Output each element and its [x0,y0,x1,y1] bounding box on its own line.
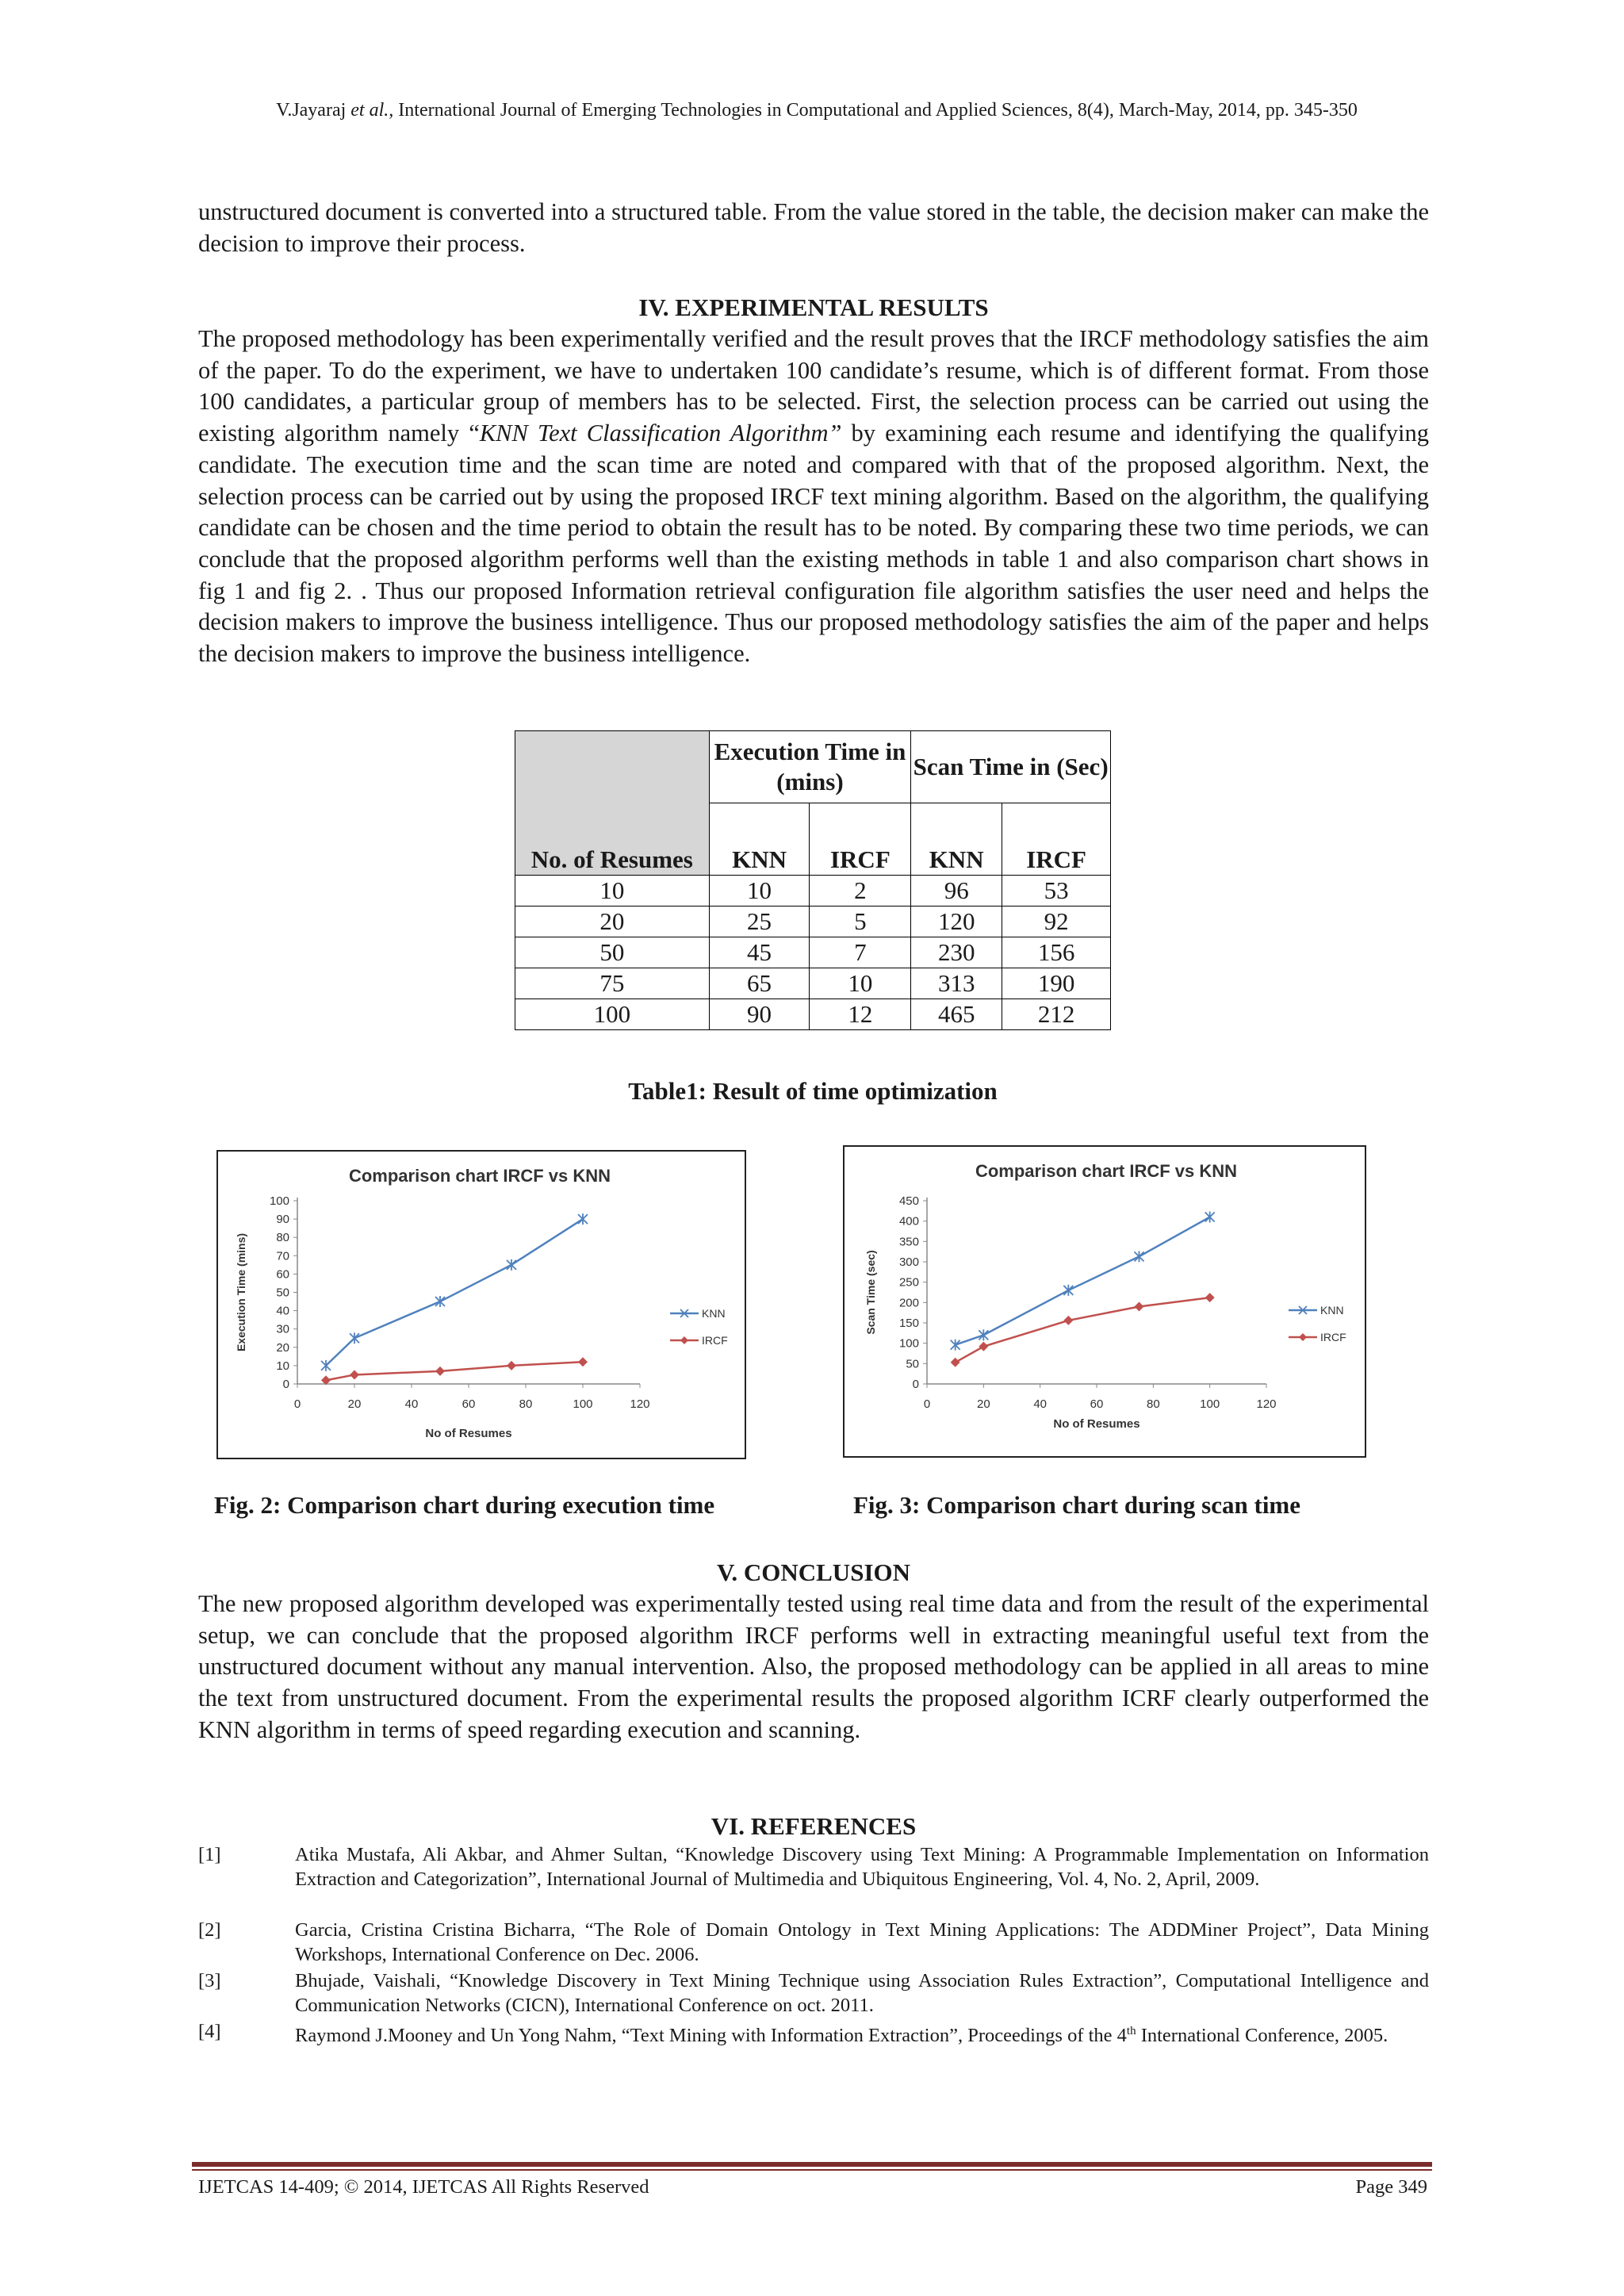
x-tick-label: 80 [1146,1397,1160,1411]
table-cell: 25 [709,907,810,937]
legend-label-knn: KNN [1320,1304,1344,1317]
table-cell: 96 [911,876,1002,907]
table-cell: 92 [1002,907,1111,937]
y-tick-label: 150 [898,1317,919,1330]
table-cell: 10 [515,876,710,907]
section-heading-references: VI. REFERENCES [710,1812,917,1840]
table-row [515,876,1111,907]
table-cell: 5 [810,907,911,937]
table-cell: 156 [1002,937,1111,968]
data-point-knn [1135,1251,1144,1262]
table-cell: 120 [911,907,1002,937]
data-point-ircf [1063,1316,1073,1325]
data-point-ircf [350,1370,359,1379]
reference-text: Atika Mustafa, Ali Akbar, and Ahmer Sultan, “Knowledge Discovery using Text Mining: A Programmable Implementation on Information Extraction and Categorization”, International Journal of Multimedia and Ubiquitous Engineering, Vol. 4, No. 2, April, 2009. [295,1844,1429,1890]
table-cell: 465 [911,999,1002,1030]
reference-item [198,1918,1429,1967]
chart-scan-time [843,1145,1366,1458]
x-tick-label: 60 [1090,1397,1104,1411]
y-axis-label: Scan Time (sec) [864,1250,877,1335]
table-cell: 100 [515,999,710,1030]
running-header [198,97,1435,124]
subheader-ircf-exec: IRCF [810,803,911,876]
results-table [515,730,1111,1030]
table-cell: 7 [810,937,911,968]
y-tick-label: 0 [282,1378,289,1391]
fig3-caption: Fig. 3: Comparison chart during scan time [853,1491,1301,1519]
x-axis-label: No of Resumes [1053,1417,1140,1431]
header-citation: International Journal of Emerging Technologies in Computational and Applied Sciences, 8(4), March-May, 2014, pp. 345-350 [398,100,1358,121]
fig2-caption: Fig. 2: Comparison chart during execution time [214,1491,715,1519]
header-authors: V.Jayaraj [276,100,347,121]
data-point-ircf [1135,1301,1144,1311]
reference-number: [4] [198,2021,221,2042]
data-point-knn [1063,1285,1073,1296]
table-cell: 75 [515,968,710,999]
header-cell-exec-time: Execution Time in (mins) [709,731,911,803]
table-cell: 313 [911,968,1002,999]
y-tick-label: 70 [276,1249,289,1263]
header-cell-scan-time: Scan Time in (Sec) [911,731,1111,803]
subheader-knn-exec: KNN [709,803,810,876]
reference-number: [1] [198,1844,221,1865]
data-point-knn [350,1332,359,1343]
table-cell: 12 [810,999,911,1030]
y-tick-label: 90 [276,1213,289,1227]
subheader-knn-scan: KNN [911,803,1002,876]
conclusion-paragraph: The new proposed algorithm developed was experimentally tested using real time data and from the result of the experimental setup, we can conclude that the proposed algorithm IRCF performs well in extracting meaningful useful text from the unstructured document without any manual intervention. Also, the proposed methodology can be applied in all areas to mine the text from unstructured document. From the experimental results the proposed algorithm ICRF clearly outperformed the KNN algorithm in terms of speed regarding execution and scanning. [198,1590,1429,1743]
data-point-knn [578,1213,588,1225]
reference-item [198,1842,1429,1892]
legend-label-ircf: IRCF [702,1334,728,1347]
subheader-ircf-scan: IRCF [1002,803,1111,876]
exp-text-part2: by examining each resume and identifying the qualifying candidate. The execution time and the scan time are noted and compared with that of the proposed algorithm. Next, the selection process can be carried out by using the proposed IRCF text mining algorithm. Based on the algorithm, the qualifying candidate can be chosen and the time period to obtain the result has to be noted. By comparing these two time periods, we can conclude that the proposed algorithm performs well than the existing methods in table 1 and also comparison chart shows in fig 1 and fig 2. . Thus our proposed Information retrieval configuration file algorithm satisfies the user need and helps the decision makers to improve the business intelligence. Thus our proposed methodology satisfies the aim of the paper and helps the decision makers to improve the business intelligence. [198,420,1429,668]
y-tick-label: 40 [276,1304,289,1318]
y-tick-label: 250 [898,1275,919,1290]
y-tick-label: 50 [906,1357,919,1371]
table-cell: 190 [1002,968,1111,999]
table-header-row [515,731,1111,803]
x-axis-label: No of Resumes [425,1427,512,1440]
footer-page-number: Page 349 [1355,2176,1427,2198]
intro-paragraph: unstructured document is converted into a structured table. From the value stored in the table, the decision maker can make the decision to improve their process. [198,198,1429,257]
y-axis-label: Execution Time (mins) [235,1232,247,1352]
chart-execution-time [216,1150,746,1459]
x-tick-label: 40 [404,1397,419,1411]
table-cell: 50 [515,937,710,968]
x-tick-label: 100 [1200,1397,1220,1411]
x-tick-label: 0 [923,1397,931,1411]
series-line-knn [326,1219,583,1366]
reference-item [198,1968,1429,2018]
chart-title: Comparison chart IRCF vs KNN [348,1166,611,1186]
legend-label-ircf: IRCF [1320,1331,1346,1343]
y-tick-label: 350 [898,1235,919,1249]
header-cell-resumes: No. of Resumes [515,731,710,876]
x-tick-label: 120 [1256,1397,1277,1411]
exp-text-part1: The proposed methodology has been experimentally verified and the result proves that the IRCF methodology satisfies the aim of the paper. To do the experiment, we have to undertaken 100 candidate’s resume, which is of different format. From those 100 candidates, a particular group of members has to be selected. First, the selection process can be carried out using the existing algorithm namely “ [198,325,1429,447]
table-cell: 90 [709,999,810,1030]
reference-superscript: th [1126,2025,1136,2037]
table-cell: 20 [515,907,710,937]
data-point-knn [321,1360,331,1371]
reference-text: Garcia, Cristina Cristina Bicharra, “The Role of Domain Ontology in Text Mining Applications: The ADDMiner Project”, Data Mining Workshops, International Conference on Dec. 2006. [295,1919,1429,1965]
y-tick-label: 10 [276,1359,289,1373]
y-tick-label: 20 [276,1340,289,1355]
series-line-knn [956,1217,1210,1345]
table-row [515,968,1111,999]
reference-text-part: International Conference, 2005. [1136,2025,1388,2047]
table-row [515,937,1111,968]
legend-label-knn: KNN [702,1307,726,1320]
y-tick-label: 450 [898,1194,919,1208]
data-point-ircf [979,1342,988,1351]
data-point-ircf [578,1357,588,1366]
data-point-ircf [435,1366,445,1376]
table-cell: 53 [1002,876,1111,907]
chart-title: Comparison chart IRCF vs KNN [975,1161,1238,1181]
section-heading-conclusion: V. CONCLUSION [716,1558,911,1586]
data-point-knn [951,1340,960,1351]
data-point-ircf [951,1358,960,1367]
x-tick-label: 80 [519,1397,533,1411]
x-tick-label: 20 [347,1397,362,1411]
series-line-ircf [326,1362,583,1380]
table-cell: 10 [709,876,810,907]
y-tick-label: 300 [898,1255,919,1269]
reference-text [295,2019,1429,2048]
y-tick-label: 200 [898,1296,919,1310]
table-cell: 230 [911,937,1002,968]
table-cell: 10 [810,968,911,999]
footer-rule-thick [192,2162,1432,2167]
reference-number: [2] [198,1919,221,1941]
y-tick-label: 100 [269,1194,289,1208]
x-tick-label: 60 [462,1397,476,1411]
reference-text-part: Raymond J.Mooney and Un Yong Nahm, “Text Mining with Information Extraction”, Proceedings of the 4 [295,2025,1127,2047]
table-row [515,907,1111,937]
x-tick-label: 100 [573,1397,593,1411]
y-tick-label: 0 [912,1378,919,1391]
y-tick-label: 50 [276,1286,289,1300]
x-tick-label: 40 [1033,1397,1048,1411]
table-cell: 2 [810,876,911,907]
table-cell: 212 [1002,999,1111,1030]
legend-marker-ircf [1299,1333,1307,1341]
table-cell: 45 [709,937,810,968]
reference-number: [3] [198,1970,221,1991]
x-tick-label: 20 [976,1397,990,1411]
table-row [515,999,1111,1030]
x-tick-label: 0 [293,1397,301,1411]
data-point-knn [435,1296,445,1307]
legend-marker-ircf [680,1336,688,1344]
footer-rule-thin [192,2169,1432,2171]
reference-text: Bhujade, Vaishali, “Knowledge Discovery in Text Mining Technique using Association Rules Extraction”, Computational Intelligence and Communication Networks (CICN), International Conference on oct. 2011. [295,1970,1429,2016]
y-tick-label: 30 [276,1322,289,1336]
y-tick-label: 100 [898,1336,919,1351]
y-tick-label: 400 [898,1214,919,1228]
experimental-results-paragraph [198,324,1429,670]
section-heading-experimental-results: IV. EXPERIMENTAL RESULTS [638,293,989,321]
footer-copyright: IJETCAS 14-409; © 2014, IJETCAS All Rights Reserved [198,2176,649,2198]
x-tick-label: 120 [630,1397,650,1411]
table-caption: Table1: Result of time optimization [628,1077,998,1105]
table-cell: 65 [709,968,810,999]
data-point-ircf [1205,1293,1215,1302]
chart-execution-time-svg [218,1152,745,1458]
reference-item [198,2019,1429,2048]
data-point-knn [507,1259,516,1271]
y-tick-label: 60 [276,1267,289,1282]
data-point-knn [1205,1212,1215,1223]
data-point-knn [979,1329,988,1340]
exp-text-italic: KNN Text Classification Algorithm” [479,420,842,447]
data-point-ircf [507,1361,516,1370]
header-etal: et al., [350,100,394,121]
y-tick-label: 80 [276,1231,289,1245]
chart-scan-time-svg [845,1147,1365,1456]
